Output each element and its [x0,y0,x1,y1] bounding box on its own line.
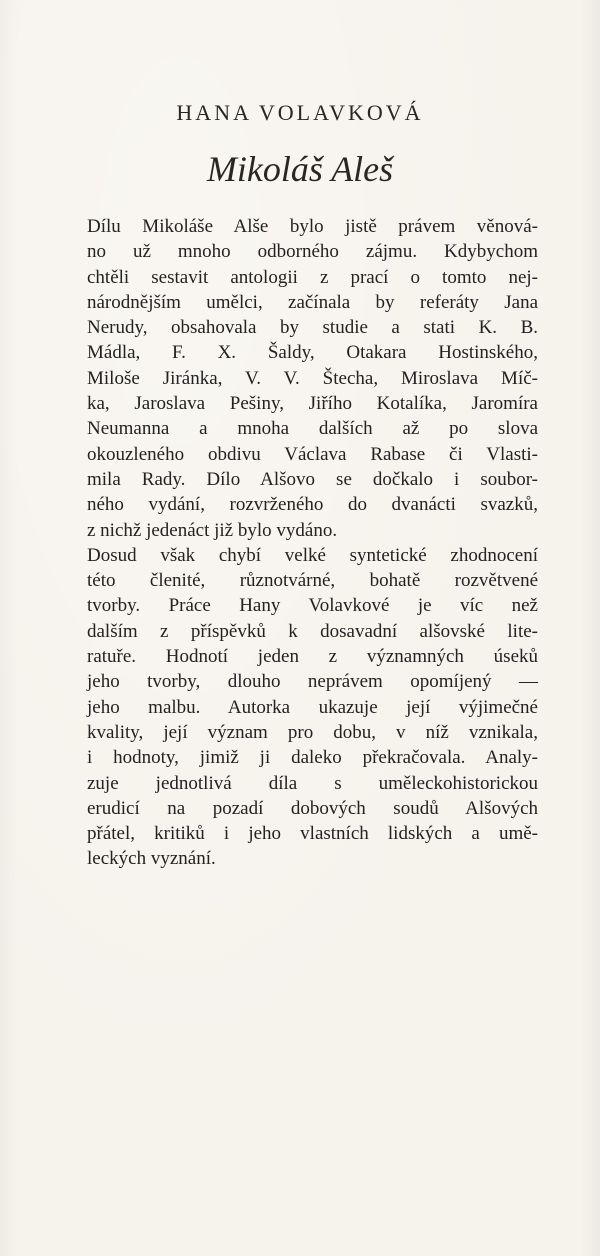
blurb-line: z nichž jedenáct již bylo vydáno. [87,519,338,541]
blurb-line: no už mnoho odborného zájmu. Kdybychom [87,241,538,263]
blurb-line: ného vydání, rozvrženého do dvanácti svazků, [87,494,538,516]
blurb-line: národnějším umělci, začínala by referáty Jana [87,291,538,313]
blurb-line: chtěli sestavit antologii z prací o tomto nej- [87,266,538,288]
book-title: Mikoláš Aleš [206,149,394,189]
blurb-line: i hodnoty, jimiž ji daleko překračovala. Analy- [87,747,538,769]
blurb-line: mila Rady. Dílo Alšovo se dočkalo i soubor- [87,468,538,490]
blurb-line: ratuře. Hodnotí jeden z významných úseků [87,646,538,668]
blurb-line: Dílu Mikoláše Alše bylo jistě právem věnová- [87,216,538,237]
blurb-line: erudicí na pozadí dobových soudů Alšových [87,797,538,819]
blurb-line: jeho tvorby, dlouho neprávem opomíjený — [87,671,538,693]
blurb-line: zuje jednotlivá díla s uměleckohistorickou [87,772,538,794]
blurb-text [87,214,538,872]
blurb-line: ka, Jaroslava Pešiny, Jiřího Kotalíka, Jaromíra [87,393,538,415]
blurb-line: Dosud však chybí velké syntetické zhodnocení [87,544,538,566]
blurb-line: Neumanna a mnoha dalších až po slova [87,418,538,440]
blurb-line: Mádla, F. X. Šaldy, Otakara Hostinského, [87,342,538,364]
blurb-line: přátel, kritiků i jeho vlastních lidských a umě- [87,823,538,845]
blurb-line: okouzleného obdivu Václava Rabase či Vlasti- [87,443,538,465]
author-name: HANA VOLAVKOVÁ [176,100,424,125]
blurb-line: leckých vyznání. [87,848,216,870]
blurb-line: této členité, různotvárné, bohatě rozvětvené [87,570,538,592]
blurb-line: dalším z příspěvků k dosavadní alšovské lite- [87,620,538,642]
blurb-line: tvorby. Práce Hany Volavkové je víc než [87,595,538,617]
blurb-line: Nerudy, obsahovala by studie a stati K. B. [87,317,538,339]
blurb-line: Miloše Jiránka, V. V. Štecha, Miroslava Míč- [87,367,538,389]
blurb-line: kvality, její význam pro dobu, v níž vznikala, [87,721,538,743]
blurb-line: jeho malbu. Autorka ukazuje její výjimečné [87,696,538,718]
